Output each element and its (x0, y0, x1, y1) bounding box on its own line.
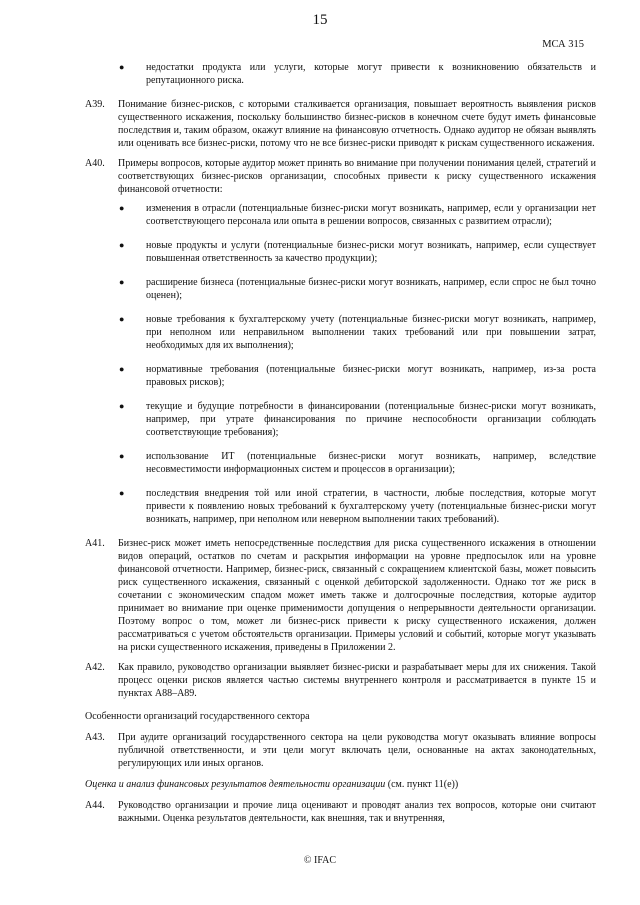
bullet-text: нормативные требования (потенциальные бизнес-риски могут возникать, например, из-за роста правовых рисков); (146, 364, 596, 388)
bullet-icon: ● (119, 240, 125, 250)
paragraph-a39 (85, 98, 596, 150)
document-body (85, 61, 596, 832)
bullet-text: недостатки продукта или услуги, которые могут привести к возникновению обязательств и репутационного риска. (146, 62, 596, 86)
list-item (118, 487, 596, 526)
list-item (118, 313, 596, 352)
paragraph-text: Как правило, руководство организации выявляет бизнес-риски и разрабатывает меры для их снижения. Такой процесс оценки рисков является частью системы внутреннего контроля и рассматривается в пункте 15 и пунктах А88–А89. (118, 662, 596, 699)
bullet-icon: ● (119, 314, 125, 324)
paragraph-number: A43. (85, 732, 105, 743)
bullet-text: использование ИТ (потенциальные бизнес-риски могут возникать, например, вследствие несовместимости информационных систем и процессов в организации); (146, 451, 596, 475)
paragraph-a42 (85, 661, 596, 700)
paragraph-a40 (85, 157, 596, 526)
list-item (118, 363, 596, 389)
paragraph-a43 (85, 731, 596, 770)
subsection-title: Оценка и анализ финансовых результатов деятельности организации (85, 779, 386, 790)
list-item (118, 276, 596, 302)
paragraph-number: A42. (85, 662, 105, 673)
bullet-icon: ● (119, 401, 125, 411)
paragraph-text: Примеры вопросов, которые аудитор может принять во внимание при получении понимания целей, стратегий и соответствующих бизнес-рисков организации, способных привести к риску существенного искажения финансовой отчетности: (118, 158, 596, 195)
list-item (118, 61, 596, 87)
list-item (118, 202, 596, 228)
bullet-text: новые требования к бухгалтерскому учету (потенциальные бизнес-риски могут возникать, например, при неполном или неправильном выполнении таких требований или при повышении затрат, необходимых для их выполнения); (146, 314, 596, 351)
subsection-heading (85, 778, 596, 791)
bullet-list (118, 202, 596, 526)
bullet-text: текущие и будущие потребности в финансировании (потенциальные бизнес-риски могут возникать, например, при утрате финансирования по причине неспособности организации соблюдать соответствующие требования); (146, 401, 596, 438)
page-number: 15 (312, 12, 328, 28)
bullet-text: последствия внедрения той или иной стратегии, в частности, любые последствия, которые могут привести к появлению новых требований к бухгалтерскому учету (потенциальные бизнес-риски могут возникать, например, при неполном или неверном выполнении таких требований). (146, 488, 596, 525)
list-item (118, 400, 596, 439)
bullet-text: изменения в отрасли (потенциальные бизнес-риски могут возникать, например, если у организации нет соответствующего персонала или опыта в решении вопросов, связанных с развитием отрасли); (146, 203, 596, 227)
paragraph-number: A39. (85, 99, 105, 110)
paragraph-text: При аудите организаций государственного сектора на цели руководства могут оказывать влияние вопросы публичной ответственности, и эти цели могут включать цели, основанные на актах законодательных, регулирующих или иных органов. (118, 732, 596, 769)
bullet-icon: ● (119, 62, 125, 72)
bullet-icon: ● (119, 277, 125, 287)
bullet-text: новые продукты и услуги (потенциальные бизнес-риски могут возникать, например, если существует повышенная ответственность за качество продукции); (146, 240, 596, 264)
paragraph-reference: (см. пункт 11(e)) (387, 779, 459, 790)
paragraph-number: A41. (85, 538, 105, 549)
bullet-icon: ● (119, 364, 125, 374)
list-item (118, 450, 596, 476)
paragraph-text: Бизнес-риск может иметь непосредственные последствия для риска существенного искажения в отношении видов операций, остатков по счетам и раскрытия информации на уровне предпосылок или на уровне финансовой отчетности. Например, бизнес-риск, связанный с сокращением клиентской базы, может повысить риск существенного искажения, связанный с оценкой дебиторской задолженности. Однако тот же риск в сочетании с экономическим спадом может иметь также и долгосрочные последствия, которые аудитор принимает во внимание при оценке применимости допущения о непрерывности деятельности организации. Поэтому вопрос о том, может ли бизнес-риск привести к риску существенного искажения, должен рассматриваться с учетом обстоятельств организации. Примеры условий и событий, которые могут указывать на риски существенного искажения, приведены в Приложении 2. (118, 538, 596, 653)
section-heading: Особенности организаций государственного сектора (85, 711, 310, 722)
list-item (118, 239, 596, 265)
document-code: МСА 315 (542, 39, 584, 50)
bullet-icon: ● (119, 203, 125, 213)
paragraph-number: A44. (85, 800, 105, 811)
paragraph-text: Руководство организации и прочие лица оценивают и проводят анализ тех вопросов, которые они считают важными. Оценка результатов деятельности, как внешняя, так и внутренняя, (118, 800, 596, 824)
paragraph-a44 (85, 799, 596, 825)
bullet-icon: ● (119, 451, 125, 461)
bullet-icon: ● (119, 488, 125, 498)
paragraph-a41 (85, 537, 596, 654)
paragraph-text: Понимание бизнес-рисков, с которыми сталкивается организация, повышает вероятность выявления рисков существенного искажения, поскольку большинство бизнес-рисков в конечном счете будут иметь финансовые последствия и, таким образом, окажут влияние на финансовую отчетность. Однако аудитор не обязан выявлять или оценивать все бизнес-риски, потому что не все бизнес-риски приводят к рискам существенного искажения. (118, 99, 596, 149)
bullet-text: расширение бизнеса (потенциальные бизнес-риски могут возникать, например, если спрос не был точно оценен); (146, 277, 596, 301)
footer-copyright: © IFAC (303, 855, 337, 866)
paragraph-number: A40. (85, 158, 105, 169)
